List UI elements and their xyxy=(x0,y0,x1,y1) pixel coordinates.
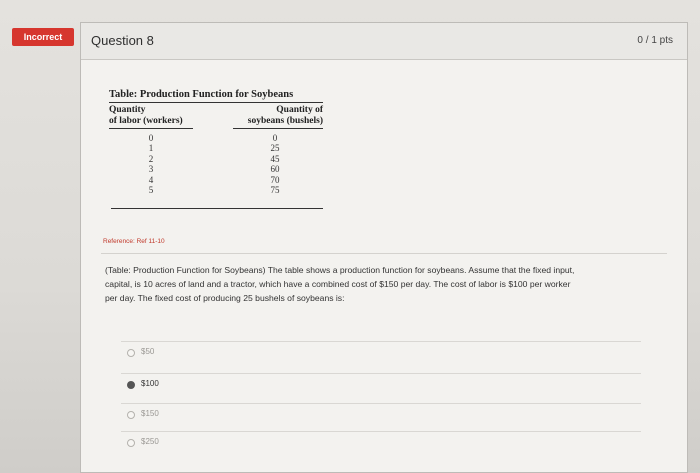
table-cell: 4 xyxy=(148,174,154,185)
section-divider xyxy=(101,253,667,254)
soybeans-header-rule xyxy=(233,128,323,129)
reference-label: Reference: Ref 11-10 xyxy=(103,238,165,245)
question-title: Question 8 xyxy=(91,33,154,48)
radio-icon[interactable] xyxy=(127,411,135,419)
table-cell: 45 xyxy=(270,153,280,164)
radio-icon[interactable] xyxy=(127,349,135,357)
labor-header-line1: Quantity xyxy=(109,105,146,115)
table-top-rule xyxy=(109,102,323,103)
answer-option-selected[interactable] xyxy=(121,373,641,396)
table-cell: 5 xyxy=(148,185,154,196)
soybeans-header xyxy=(231,105,323,127)
table-cell: 1 xyxy=(148,143,154,154)
table-bottom-rule xyxy=(111,208,323,209)
question-text: (Table: Production Function for Soybeans) The table shows a production function for soybeans. Assume that the fixed input, capital, is 10 acres of land and a tractor, which have a combined cost of $150 per day. The cost of labor is $100 per worker per day. The fixed cost of producing 25 bushels of soybeans is: xyxy=(105,265,575,303)
table-cell: 25 xyxy=(270,143,280,154)
radio-selected-icon[interactable] xyxy=(127,381,135,389)
table-cell: 2 xyxy=(148,153,154,164)
table-cell: 60 xyxy=(270,164,280,175)
answer-option-label: $50 xyxy=(141,347,155,356)
answer-option[interactable] xyxy=(121,403,641,426)
question-card xyxy=(80,22,688,473)
table-cell: 0 xyxy=(272,133,278,143)
question-header xyxy=(81,23,687,60)
soybeans-header-line1: Quantity of xyxy=(276,105,323,115)
table-cell: 0 xyxy=(148,133,154,143)
labor-header-rule xyxy=(109,128,193,129)
answer-option-label: $250 xyxy=(141,437,159,446)
table-cell: 70 xyxy=(270,174,280,185)
question-points: 0 / 1 pts xyxy=(637,35,673,46)
soybeans-column xyxy=(263,133,287,195)
labor-header-line2: of labor (workers) xyxy=(109,116,183,126)
answer-option[interactable] xyxy=(121,431,641,454)
radio-icon[interactable] xyxy=(127,439,135,447)
answer-option-label: $150 xyxy=(141,409,159,418)
table-title: Table: Production Function for Soybeans xyxy=(109,89,294,100)
soybeans-header-line2: soybeans (bushels) xyxy=(247,116,323,126)
answer-option[interactable] xyxy=(121,341,641,364)
table-cell: 3 xyxy=(148,164,154,175)
labor-column xyxy=(141,133,161,195)
labor-header xyxy=(109,105,183,127)
table-cell: 75 xyxy=(270,185,280,196)
incorrect-status-badge: Incorrect xyxy=(12,28,74,46)
answer-option-label: $100 xyxy=(141,379,159,388)
